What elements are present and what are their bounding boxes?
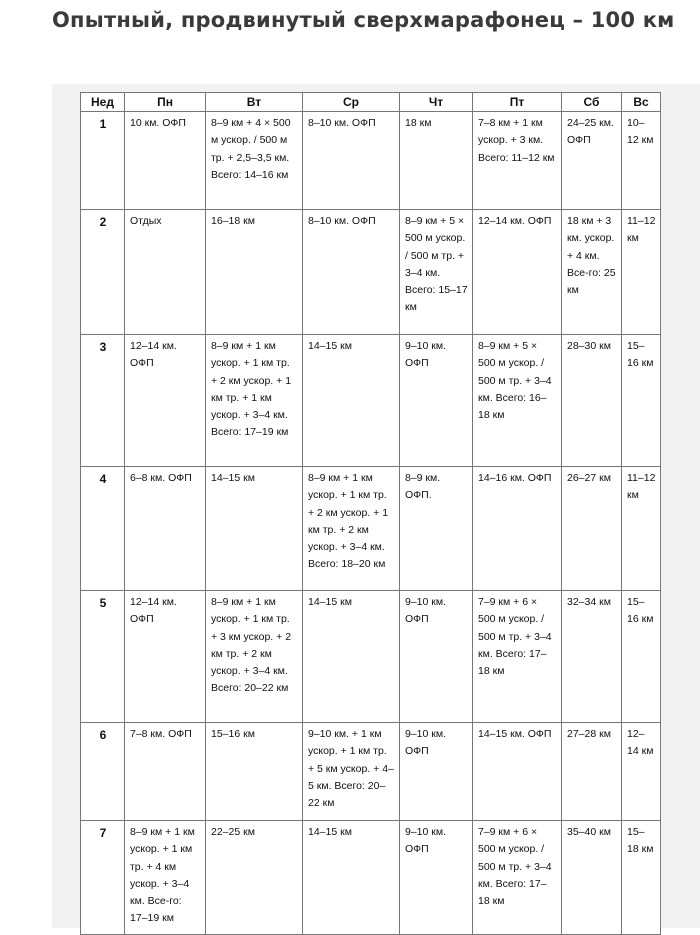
table-panel (52, 84, 700, 928)
cell-wed: 8–10 км. ОФП (303, 112, 400, 210)
cell-thu: 9–10 км. ОФП (400, 335, 473, 467)
cell-week: 7 (81, 821, 125, 935)
cell-thu: 9–10 км. ОФП (400, 723, 473, 821)
cell-sat: 18 км + 3 км. ускор. + 4 км. Все-го: 25 км (562, 210, 622, 335)
cell-wed: 8–10 км. ОФП (303, 210, 400, 335)
header-wed: Ср (303, 93, 400, 112)
cell-sun: 15–16 км (622, 591, 661, 723)
cell-week: 4 (81, 467, 125, 591)
cell-mon: 6–8 км. ОФП (125, 467, 206, 591)
cell-sun: 10–12 км (622, 112, 661, 210)
cell-week: 1 (81, 112, 125, 210)
cell-sat: 28–30 км (562, 335, 622, 467)
cell-tue: 8–9 км + 4 × 500 м ускор. / 500 м тр. + 2,5–3,5 км. Всего: 14–16 км (206, 112, 303, 210)
cell-sun: 15–18 км (622, 821, 661, 935)
cell-week: 2 (81, 210, 125, 335)
cell-sat: 35–40 км (562, 821, 622, 935)
table-row (81, 112, 661, 210)
cell-sat: 26–27 км (562, 467, 622, 591)
cell-sun: 15–16 км (622, 335, 661, 467)
cell-mon: 10 км. ОФП (125, 112, 206, 210)
table-row (81, 210, 661, 335)
cell-thu: 9–10 км. ОФП (400, 591, 473, 723)
header-week: Нед (81, 93, 125, 112)
cell-tue: 16–18 км (206, 210, 303, 335)
cell-week: 5 (81, 591, 125, 723)
cell-wed: 14–15 км (303, 591, 400, 723)
cell-week: 3 (81, 335, 125, 467)
table-row (81, 335, 661, 467)
table-row (81, 467, 661, 591)
cell-wed: 9–10 км. + 1 км ускор. + 1 км тр. + 5 км ускор. + 4–5 км. Всего: 20–22 км (303, 723, 400, 821)
cell-sat: 24–25 км. ОФП (562, 112, 622, 210)
table-header-row (81, 93, 661, 112)
cell-mon: 8–9 км + 1 км ускор. + 1 км тр. + 4 км ускор. + 3–4 км. Все-го: 17–19 км (125, 821, 206, 935)
cell-fri: 14–16 км. ОФП (473, 467, 562, 591)
cell-sat: 27–28 км (562, 723, 622, 821)
cell-thu: 9–10 км. ОФП (400, 821, 473, 935)
cell-fri: 14–15 км. ОФП (473, 723, 562, 821)
header-thu: Чт (400, 93, 473, 112)
cell-fri: 7–9 км + 6 × 500 м ускор. / 500 м тр. + 3–4 км. Всего: 17–18 км (473, 821, 562, 935)
table-row (81, 723, 661, 821)
header-tue: Вт (206, 93, 303, 112)
cell-mon: Отдых (125, 210, 206, 335)
cell-thu: 18 км (400, 112, 473, 210)
cell-mon: 12–14 км. ОФП (125, 335, 206, 467)
cell-wed: 14–15 км (303, 335, 400, 467)
cell-fri: 7–9 км + 6 × 500 м ускор. / 500 м тр. + 3–4 км. Всего: 17–18 км (473, 591, 562, 723)
training-schedule-table (80, 92, 661, 935)
cell-week: 6 (81, 723, 125, 821)
cell-sun: 12–14 км (622, 723, 661, 821)
cell-sun: 11–12 км (622, 210, 661, 335)
cell-tue: 8–9 км + 1 км ускор. + 1 км тр. + 2 км ускор. + 1 км тр. + 1 км ускор. + 3–4 км. Всего: 17–19 км (206, 335, 303, 467)
cell-tue: 8–9 км + 1 км ускор. + 1 км тр. + 3 км ускор. + 2 км тр. + 2 км ускор. + 3–4 км. Всего: 20–22 км (206, 591, 303, 723)
header-mon: Пн (125, 93, 206, 112)
cell-sat: 32–34 км (562, 591, 622, 723)
cell-mon: 12–14 км. ОФП (125, 591, 206, 723)
cell-thu: 8–9 км + 5 × 500 м ускор. / 500 м тр. + 3–4 км. Всего: 15–17 км (400, 210, 473, 335)
cell-fri: 8–9 км + 5 × 500 м ускор. / 500 м тр. + 3–4 км. Всего: 16–18 км (473, 335, 562, 467)
page-title: Опытный, продвинутый сверхмарафонец – 100 км (52, 8, 675, 32)
cell-sun: 11–12 км (622, 467, 661, 591)
table-row (81, 821, 661, 935)
header-sat: Сб (562, 93, 622, 112)
cell-fri: 12–14 км. ОФП (473, 210, 562, 335)
table-row (81, 591, 661, 723)
cell-tue: 22–25 км (206, 821, 303, 935)
cell-wed: 8–9 км + 1 км ускор. + 1 км тр. + 2 км ускор. + 1 км тр. + 2 км ускор. + 3–4 км. Всего: 18–20 км (303, 467, 400, 591)
header-fri: Пт (473, 93, 562, 112)
cell-fri: 7–8 км + 1 км ускор. + 3 км. Всего: 11–12 км (473, 112, 562, 210)
cell-thu: 8–9 км. ОФП. (400, 467, 473, 591)
cell-tue: 15–16 км (206, 723, 303, 821)
header-sun: Вс (622, 93, 661, 112)
cell-wed: 14–15 км (303, 821, 400, 935)
cell-tue: 14–15 км (206, 467, 303, 591)
cell-mon: 7–8 км. ОФП (125, 723, 206, 821)
